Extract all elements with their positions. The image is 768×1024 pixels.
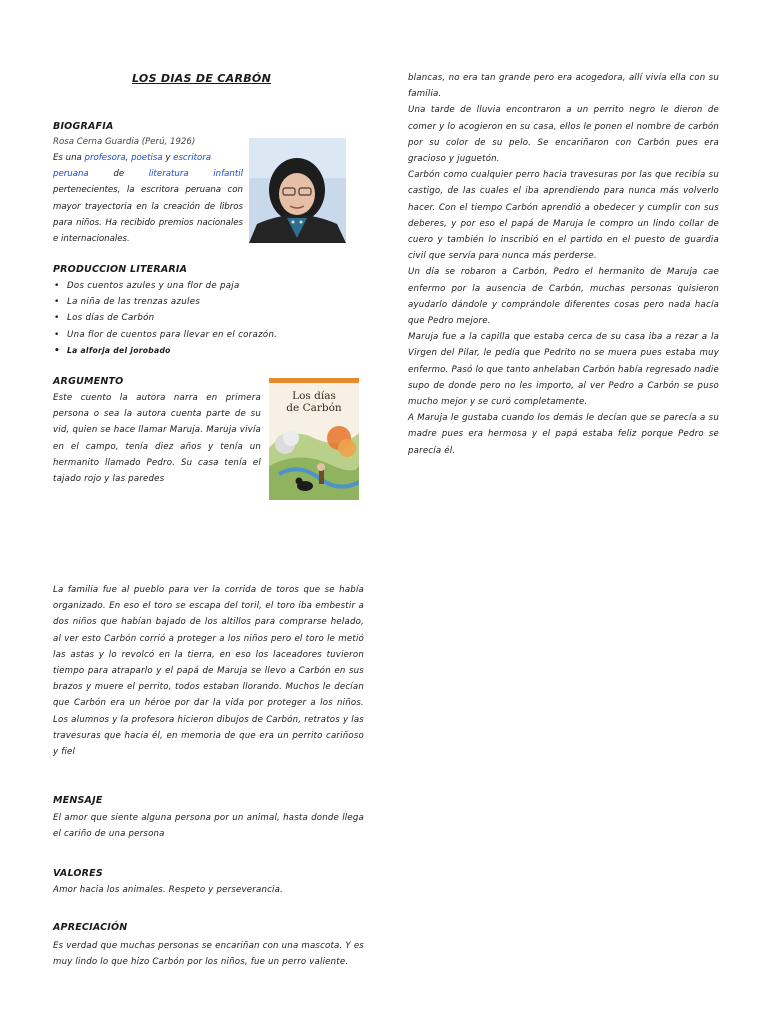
argumento-text: Este cuento la autora narra en primera persona o sea la autora cuenta parte de su vid, quien se hace llamar Maruja. Maruja vivía en el campo, tenía diez años y tenía un hermanito llamado Pedro. Su casa tenía el tajado rojo y las paredes [53,393,261,485]
list-item: • La niña de las trenzas azules [53,294,353,310]
link-infantil[interactable]: infantil [213,169,243,180]
list-item: • Los días de Carbón [53,310,353,326]
list-item: • Una flor de cuentos para llevar en el corazón. [53,327,353,343]
valores-text: Amor hacia los animales. Respeto y perseverancia. [53,885,284,895]
apreciacion-heading: APRECIACIÓN [53,922,128,933]
link-escritora[interactable]: escritora [173,153,212,163]
book-title-line1: Los días [292,390,336,402]
produccion-list [53,278,353,359]
book-title-line2: de Carbón [286,402,342,414]
link-literatura[interactable]: literatura [148,169,189,180]
story-paragraph: blancas, no era tan grande pero era acogedora, allí vivía ella con su familia. [408,73,719,100]
bio-comma: , [125,153,132,163]
valores-heading: VALORES [53,868,103,879]
bio-de: de [113,169,125,180]
story-paragraph: A Maruja le gustaba cuando los demás le decían que se parecía a su madre pues era hermosa y el papá estaba feliz porque Pedro se parecía él. [408,413,719,456]
list-item: • Dos cuentos azules y una flor de paja [53,278,353,294]
biografia-heading: BIOGRAFIA [53,121,114,132]
list-item: • La alforja del jorobado [53,343,353,359]
bio-y: y [162,153,174,163]
argumento-heading: ARGUMENTO [53,376,124,387]
story-paragraph: Un día se robaron a Carbón, Pedro el hermanito de Maruja cae enfermo por la ausencia de Carbón, muchas personas quisieron ayudarlo dándole y comprándole diferentes cosas pero nada hacía que Pedro mejore. [408,267,719,327]
link-profesora[interactable]: profesora [84,153,126,163]
mensaje-text: El amor que siente alguna persona por un animal, hasta donde llega el cariño de una persona [53,813,364,840]
story-paragraph: Carbón como cualquier perro hacia travesuras por las que recibía su castigo, de las cuales el iba aprendiendo para nunca más volverlo hacer. Con el tiempo Carbón aprendió a obedecer y cumplir con sus deberes, y por eso el papá de Maruja le compro un lindo collar de cuero y también lo inscribió en el partido en el puesto de guardia civil que servía para nunca más perderse. [408,170,719,262]
bio-links-row [53,166,243,182]
apreciacion-text: Es verdad que muchas personas se encariñan con una mascota. Y es muy lindo lo que hizo Carbón por los niños, fue un perro valiente. [53,941,364,968]
story-continuation: La familia fue al pueblo para ver la corrida de toros que se había organizado. En eso el toro se escapa del toril, el toro iba embestir a dos niños que habían bajado de los altillos para comprarse helado, al ver esto Carbón corrió a proteger a los niños pero el toro le metió las astas y lo revolcó en la tierra, en eso los laceadores tuvieron tiempo para atraparlo y el papá de Maruja se llevo a Carbón en sus brazos y muere el perrito, todos estaban llorando. Muchos le decían que Carbón era un héroe por dar la vida por proteger a los niños. Los alumnos y la profesora hicieron dibujos de Carbón, retratos y las travesuras que hacia él, en memoria de que era un perrito cariñoso y fiel [53,585,364,758]
right-column-story [408,70,719,459]
mensaje-heading: MENSAJE [53,795,103,806]
produccion-heading: PRODUCCION LITERARIA [53,264,188,275]
bio-text-es-una: Es una [53,153,85,163]
biografia-text [53,150,243,247]
book-cover-image [269,378,359,500]
document-title: LOS DIAS DE CARBÓN [132,72,272,85]
author-line: Rosa Cerna Guardia (Perú, 1926) [53,137,196,147]
bio-rest: pertenecientes, la escritora peruana con mayor trayectoria en la creación de libros para niños. Ha recibido premios nacionales e internacionales. [53,185,243,245]
link-peruana[interactable]: peruana [53,169,89,180]
link-poetisa[interactable]: poetisa [131,153,163,163]
story-paragraph: Una tarde de lluvia encontraron a un perrito negro le dieron de comer y lo acogieron en su casa, ellos le ponen el nombre de carbón por su color de su pelo. Se encariñaron con Carbón pues era gracioso y juguetón. [408,105,719,165]
author-photo [249,138,346,243]
story-paragraph: Maruja fue a la capilla que estaba cerca de su casa iba a rezar a la Virgen del Pilar, le pedía que Pedrito no se muera pues estaba muy enfermo. Pasó lo que tanto anhelaban Carbón había regresado nadie supo de donde pero no les importo, al ver Pedro a Carbón se puso mucho mejor y se curó completamente. [408,332,719,408]
